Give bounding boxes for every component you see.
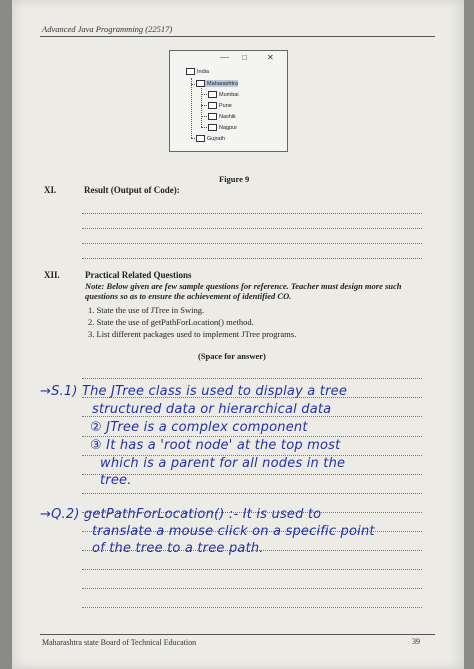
folder-icon [196, 80, 205, 87]
file-icon [208, 124, 217, 131]
jtree-figure [169, 50, 288, 152]
footer-divider [40, 634, 435, 635]
section-xi-number: XI. [44, 185, 57, 195]
answer-line [82, 607, 422, 608]
answer-line [82, 588, 422, 589]
handwritten-answer-line: →S.1) The JTree class is used to display a tree [40, 384, 348, 399]
answer-line [82, 436, 422, 437]
tree-node-city[interactable]: Pune [208, 102, 232, 109]
question-item: 2. State the use of getPathForLocation() method. [88, 317, 254, 327]
answer-line [82, 493, 422, 494]
page-number: 39 [412, 637, 420, 646]
tree-node-city[interactable]: Nagpur [208, 124, 237, 131]
figure-caption: Figure 9 [219, 174, 250, 184]
answer-line [82, 474, 422, 475]
answer-line [82, 569, 422, 570]
answer-line [82, 243, 422, 244]
close-icon: ✕ [267, 53, 274, 62]
file-icon [196, 135, 205, 142]
tree-node-city[interactable]: Nashik [208, 113, 236, 120]
file-icon [208, 102, 217, 109]
handwritten-answer-line: translate a mouse click on a specific point [92, 524, 375, 539]
page-footer: Maharashtra state Board of Technical Education [42, 638, 197, 647]
folder-icon [186, 68, 195, 75]
maximize-icon: □ [242, 53, 247, 62]
tree-node-root[interactable]: India [186, 68, 209, 75]
answer-line [82, 378, 422, 379]
tree-node-state[interactable]: Maharashtra [196, 80, 238, 87]
answer-line [82, 228, 422, 229]
teacher-note: Note: Below given are few sample questions for reference. Teacher must design more such questions so as to ensure the achievement of identified CO. [85, 281, 402, 301]
question-item: 3. List different packages used to implement JTree programs. [88, 329, 297, 339]
figure-titlebar [170, 51, 287, 65]
section-xi-title: Result (Output of Code): [84, 185, 180, 195]
page-header: Advanced Java Programming (22517) [42, 24, 173, 34]
worksheet-page [12, 0, 464, 669]
handwritten-answer-line: which is a parent for all nodes in the [100, 456, 346, 471]
answer-line [82, 258, 422, 259]
tree-node-sibling[interactable]: Gujrath [196, 135, 225, 142]
answer-line [82, 213, 422, 214]
space-for-answer-label: (Space for answer) [198, 351, 266, 361]
handwritten-answer-line: tree. [100, 473, 132, 488]
handwritten-answer-line: →Q.2) getPathForLocation() :- It is used to [40, 507, 322, 522]
file-icon [208, 91, 217, 98]
file-icon [208, 113, 217, 120]
question-item: 1. State the use of JTree in Swing. [88, 305, 205, 315]
minimize-icon: — [220, 52, 229, 62]
section-xii-number: XII. [44, 270, 60, 280]
section-xii-title: Practical Related Questions [85, 270, 192, 280]
header-divider [40, 36, 435, 37]
handwritten-answer-line: ② JTree is a complex component [90, 420, 308, 435]
handwritten-answer-line: of the tree to a tree path. [92, 541, 264, 556]
handwritten-answer-line: structured data or hierarchical data [92, 402, 332, 417]
tree-node-city[interactable]: Mumbai [208, 91, 239, 98]
handwritten-answer-line: ③ It has a 'root node' at the top most [90, 438, 341, 453]
